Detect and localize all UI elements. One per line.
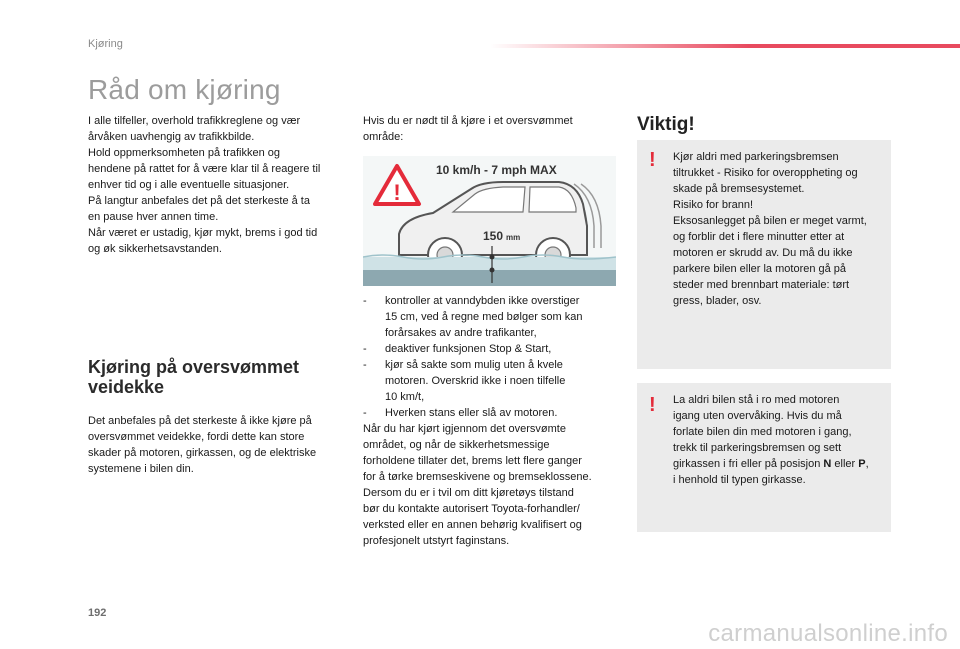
warning-text-part: eller [831,458,859,470]
list-dash: - [363,343,367,355]
list-dash: - [363,359,367,371]
warning-line: gress, blader, osv. [673,295,762,307]
list-item [363,341,621,357]
flood-paragraph [88,413,346,477]
speed-limit-label: 10 km/h - 7 mph MAX [436,163,557,177]
page-title: Råd om kjøring [88,74,281,105]
flood-instructions [363,293,621,549]
flood-depth-illustration [363,156,616,286]
mid-intro-line: område: [363,131,404,143]
flood-intro [363,113,615,145]
page-number: 192 [88,607,107,619]
warning-line: trekk til parkeringsbremsen og sett [673,442,842,454]
after-line: bør du kontakte autorisert Toyota-forhandler/ [363,503,580,515]
ground [363,270,616,286]
flood-line: skader på motoren, girkassen, og de elektriske [88,447,317,459]
flood-heading-line: veidekke [88,377,165,397]
depth-unit: mm [506,233,521,242]
after-line: forholdene tillater det, brems lett flere ganger [363,455,582,467]
list-line: kontroller at vanndybden ikke overstiger [385,295,580,307]
after-line: verksted eller en annen behørig kvalifisert og [363,519,582,531]
warning-line: Kjør aldri med parkeringsbremsen [673,151,839,163]
list-line: Hverken stans eller slå av motoren. [385,407,558,419]
list-line: deaktiver funksjonen Stop & Start, [385,343,552,355]
list-dash: - [363,295,367,307]
svg-text:!: ! [393,180,401,205]
list-item [363,293,621,341]
exclamation-icon: ! [649,149,656,171]
after-line: Dersom du er i tvil om ditt kjøretøys tilstand [363,487,574,499]
warning-text [673,392,887,488]
intro-line: årvåken uavhengig av trafikkbilde. [88,131,255,143]
warning-box-unattended-engine [637,383,891,532]
after-line: for å tørke bremseskivene og bremseklossene. [363,471,592,483]
intro-line: og øk sikkerhetsavstanden. [88,243,222,255]
intro-line: På langtur anbefales det på det sterkeste å ta [88,195,310,207]
warning-text [673,149,887,309]
warning-line: og forblir det i flere minutter etter at [673,231,845,243]
after-line: Når du har kjørt igjennom det oversvømte [363,423,566,435]
header-section-label: Kjøring [88,38,123,50]
flood-section-heading [88,357,338,397]
warning-line: tiltrukket - Risiko for overoppheting og [673,167,858,179]
gear-position-p: P [858,458,866,470]
warning-line: forlate bilen din med motoren i gang, [673,426,852,438]
list-line: kjør så sakte som mulig uten å kvele [385,359,563,371]
intro-paragraph [88,113,346,257]
flood-line: systemene i bilen din. [88,463,194,475]
mid-intro-line: Hvis du er nødt til å kjøre i et oversvømmet [363,115,573,127]
after-line: profesjonelt utstyrt faginstans. [363,535,510,547]
header-accent-bar [490,44,960,48]
watermark: carmanualsonline.info [708,620,948,647]
intro-line: hendene på rattet for å være klar til å reagere til [88,163,321,175]
intro-line: en pause hver annen time. [88,211,219,223]
intro-line: Hold oppmerksomheten på trafikken og [88,147,280,159]
depth-value: 150 [483,229,504,243]
warning-text-part: girkassen i fri eller på posisjon [673,458,824,470]
warning-text-part: , [865,458,869,470]
intro-line: enhver tid og i alle eventuelle situasjoner. [88,179,290,191]
list-line: motoren. Overskrid ikke i noen tilfelle [385,375,566,387]
flood-heading-line: Kjøring på oversvømmet [88,357,300,377]
flood-line: oversvømmet veidekke, fordi dette kan store [88,431,305,443]
warning-line: parkere bilen eller la motoren gå på [673,263,847,275]
after-line: området, og når de sikkerhetsmessige [363,439,550,451]
intro-line: I alle tilfeller, overhold trafikkreglene og vær [88,115,301,127]
flooded-car-drawing [363,156,616,286]
warning-line: steder med brennbart materiale: tørt [673,279,850,291]
warning-line: La aldri bilen stå i ro med motoren [673,394,840,406]
warning-line: motoren er skrudd av. Du må du ikke [673,247,853,259]
warning-line: skade på bremsesystemet. [673,183,805,195]
warning-line: i henhold til typen girkasse. [673,474,806,486]
intro-line: Når været er ustadig, kjør mykt, brems i god tid [88,227,318,239]
list-line: forårsakes av andre trafikanter, [385,327,537,339]
warning-box-parking-brake [637,140,891,369]
warning-line [673,456,887,472]
warning-line: igang uten overvåking. Hvis du må [673,410,842,422]
list-line: 15 cm, ved å regne med bølger som kan [385,311,583,323]
list-line: 10 km/t, [385,391,425,403]
warning-line: Risiko for brann! [673,199,754,211]
flood-line: Det anbefales på det sterkeste å ikke kjøre på [88,415,312,427]
gear-position-n: N [823,458,832,470]
list-dash: - [363,407,367,419]
important-heading: Viktig! [637,114,695,135]
list-item [363,357,621,405]
exclamation-icon: ! [649,394,656,416]
warning-line: Eksosanlegget på bilen er meget varmt, [673,215,867,227]
list-item [363,405,621,421]
